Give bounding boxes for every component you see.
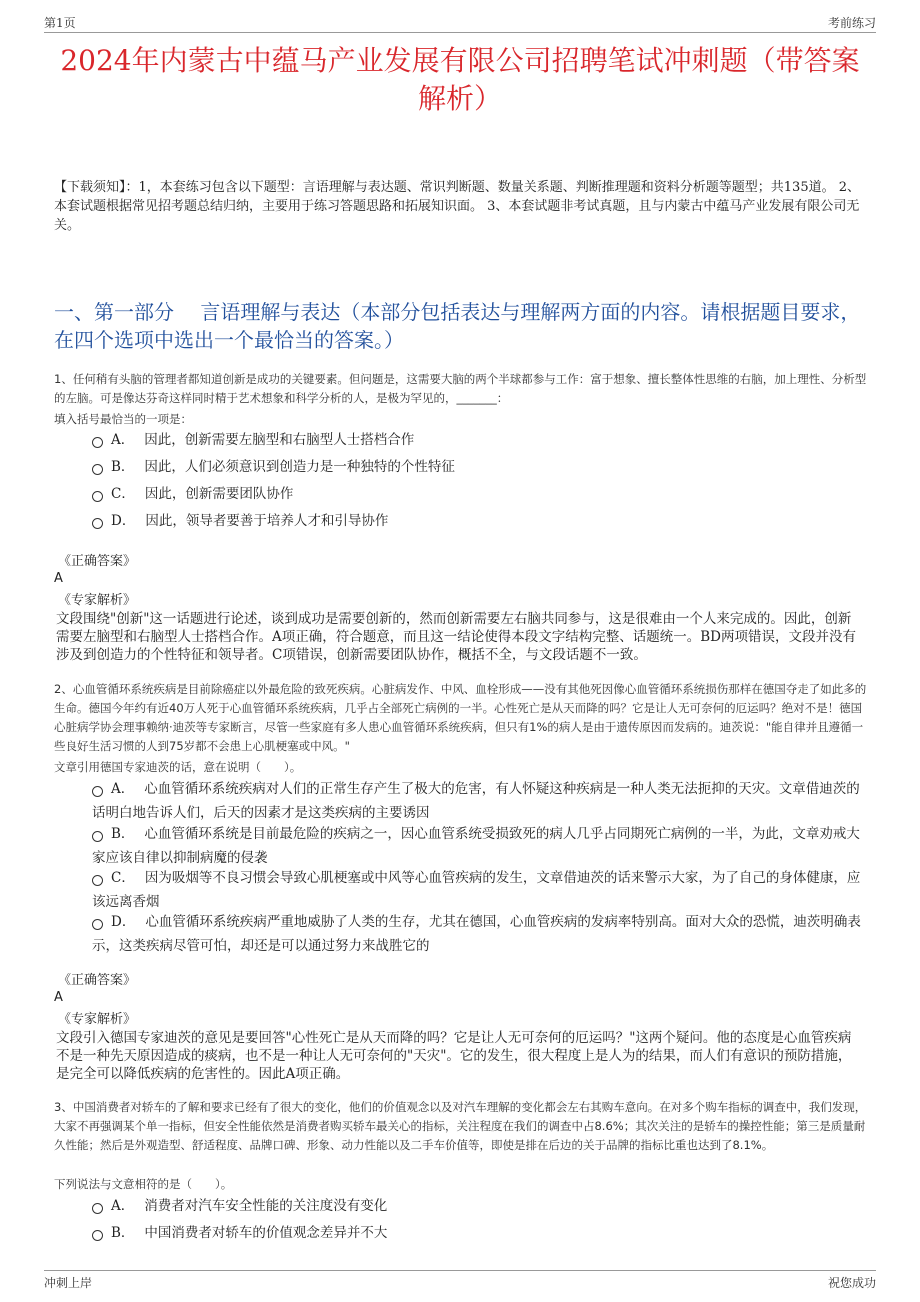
page-footer: [44, 1270, 876, 1291]
radio-icon[interactable]: [92, 831, 103, 842]
question-2-option-c[interactable]: C． 因为吸烟等不良习惯会导致心肌梗塞或中风等心血管疾病的发生，文章借迪茨的话来警示大家，为了自己的身体健康，应该远离香烟: [92, 870, 861, 910]
radio-icon[interactable]: [92, 464, 103, 475]
radio-icon[interactable]: [92, 786, 103, 797]
radio-icon[interactable]: [92, 518, 103, 529]
expert-analysis-label: 《专家解析》: [58, 593, 137, 608]
radio-icon[interactable]: [92, 437, 103, 448]
question-2-analysis: 文段引入德国专家迪茨的意见是要回答"心性死亡是从天而降的吗？它是让人无可奈何的厄运吗？"这两个疑问。他的态度是心血管疾病不是一种先天原因造成的痰病，也不是一种让人无可奈何的"天灾"。它的发生，很大程度上是人为的结果，而人们有意识的预防措施，是完全可以降低疾病的危害性的。因此A项正确。: [56, 1030, 852, 1082]
question-2-option-a[interactable]: A． 心血管循环系统疾病对人们的正常生存产生了极大的危害，有人怀疑这种疾病是一种人类无法扼抑的天灾。文章借迪茨的话明白地告诉人们，后天的因素才是这类疾病的主要诱因: [92, 781, 860, 821]
question-3-stem: 3、中国消费者对轿车的了解和要求已经有了很大的变化，他们的价值观念以及对汽车理解的变化都会左右其购车意向。在对多个购车指标的调查中，我们发现，大家不再强调某个单一指标，但安全性能依然是消费者购买轿车最关心的指标，关注程度在我们的调查中占8.6%；其次关注的是轿车的操控性能；第三是质量耐久性能；然后是外观造型、舒适程度、品牌口碑、形象、动力性能以及二手车价值等，即使是排在后边的关于品牌的指标比重也达到了8.1%。: [54, 1100, 867, 1152]
download-notice: 【下载须知】：1，本套练习包含以下题型：言语理解与表达题、常识判断题、数量关系题、判断推理题和资料分析题等题型；共135道。 2、本套试题根据常见招考题总结归纳，主要用于练习答题思路和拓展知识面。 3、本套试题非考试真题，且与内蒙古中蕴马产业发展有限公司无关。: [54, 180, 860, 233]
radio-icon[interactable]: [92, 919, 103, 930]
footer-left-text: 冲刺上岸: [44, 1276, 93, 1290]
correct-answer-label: 《正确答案》: [58, 554, 137, 569]
question-1-option-b[interactable]: B． 因此，人们必须意识到创造力是一种独特的个性特征: [92, 455, 868, 479]
radio-icon[interactable]: [92, 1230, 103, 1241]
radio-icon[interactable]: [92, 875, 103, 886]
question-2-option-b[interactable]: B． 心血管循环系统是目前最危险的疾病之一，因心血管系统受损致死的病人几乎占同期死亡病例的一半，为此，文章劝戒大家应该自律以抑制病魔的侵袭: [92, 826, 860, 866]
correct-answer-label: 《正确答案》: [58, 973, 137, 988]
question-1-answer: A: [54, 571, 63, 586]
question-1-option-a[interactable]: A． 因此，创新需要左脑型和右脑型人士搭档合作: [92, 428, 868, 452]
question-1-prompt: 填入括号最恰当的一项是：: [54, 412, 192, 426]
radio-icon[interactable]: [92, 1203, 103, 1214]
question-2-answer: A: [54, 990, 63, 1005]
question-1-stem: 1、任何稍有头脑的管理者都知道创新是成功的关键要素。但问题是，这需要大脑的两个半球都参与工作：富于想象、擅长整体性思维的右脑，加上理性、分析型的左脑。可是像达芬奇这样同时精于艺术想象和科学分析的人，是极为罕见的，_______：: [54, 372, 867, 405]
question-2-option-d[interactable]: D． 心血管循环系统疾病严重地威胁了人类的生存，尤其在德国，心血管疾病的发病率特别高。面对大众的恐慌，迪茨明确表示，这类疾病尽管可怕，却还是可以通过努力来战胜它的: [92, 914, 861, 954]
expert-analysis-label: 《专家解析》: [58, 1012, 137, 1027]
question-2-stem: 2、心血管循环系统疾病是目前除癌症以外最危险的致死疾病。心脏病发作、中风、血栓形成——没有其他死因像心血管循环系统损伤那样在德国夺走了如此多的生命。德国今年约有近40万人死于心血管循环系统疾病，几乎占全部死亡病例的一半。心性死亡是从天而降的吗？它是让人无可奈何的厄运吗？绝对不是！德国心脏病学协会理事赖纳·迪茨等专家断言，尽管一些家庭有多人患心血管循环系统疾病，但只有1%的病人是由于遗传原因而发病的。迪茨说："能自律并且遵循一些良好生活习惯的人到75岁都不会患上心肌梗塞或中风。": [54, 682, 867, 753]
question-3-option-a[interactable]: A． 消费者对汽车安全性能的关注度没有变化: [92, 1194, 868, 1218]
header-tag: 考前练习: [827, 16, 876, 30]
question-3-option-b[interactable]: B． 中国消费者对轿车的价值观念差异并不大: [92, 1221, 868, 1245]
question-1-option-d[interactable]: D． 因此，领导者要善于培养人才和引导协作: [92, 509, 868, 533]
question-1-analysis: 文段围绕"创新"这一话题进行论述，谈到成功是需要创新的，然而创新需要左右脑共同参与，这是很难由一个人来完成的。因此，创新需要左脑型和右脑型人士搭档合作。A项正确，符合题意，而且这一结论使得本段文字结构完整、话题统一。BD两项错误，文段并没有涉及到创造力的个性特征和领导者。C项错误，创新需要团队协作，概括不全，与文段话题不一致。: [56, 611, 856, 663]
footer-right-text: 祝您成功: [827, 1276, 876, 1290]
question-1-option-c[interactable]: C． 因此，创新需要团队协作: [92, 482, 868, 506]
section-heading: 一、第一部分 言语理解与表达（本部分包括表达与理解两方面的内容。请根据题目要求，在四个选项中选出一个最恰当的答案。）: [54, 300, 861, 352]
question-2-prompt: 文章引用德国专家迪茨的话，意在说明（ ）。: [54, 760, 302, 774]
page-header: [44, 12, 876, 33]
document-title: 2024年内蒙古中蕴马产业发展有限公司招聘笔试冲刺题（带答案解析）: [60, 44, 860, 115]
page-number: 第1页: [44, 16, 76, 30]
question-3-prompt: 下列说法与文意相符的是（ ）。: [54, 1177, 233, 1191]
radio-icon[interactable]: [92, 491, 103, 502]
